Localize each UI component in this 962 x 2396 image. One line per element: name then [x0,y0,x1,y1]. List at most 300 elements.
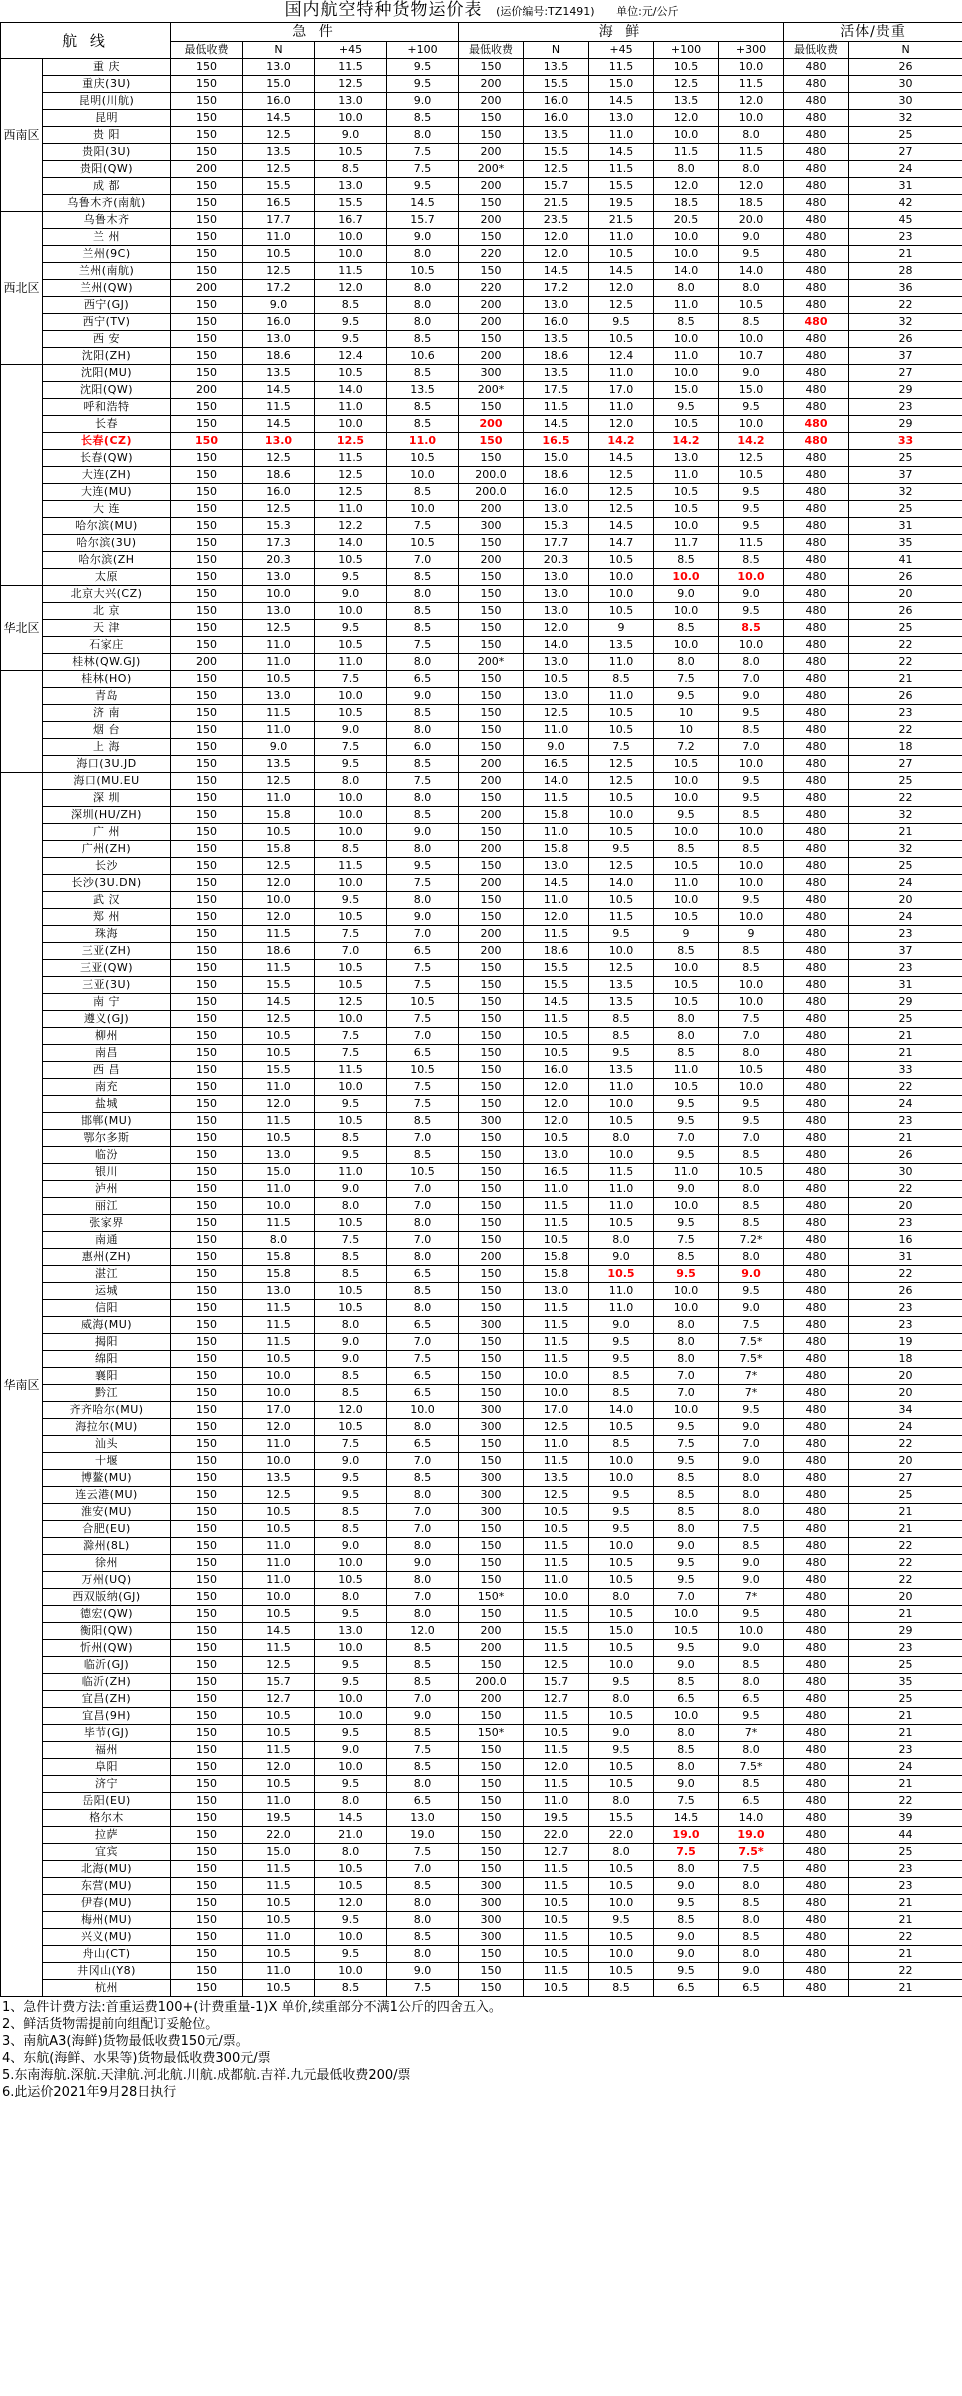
value-cell: 8.5 [387,1929,459,1946]
value-cell: 8.5 [315,1249,387,1266]
value-cell: 11.5 [589,909,654,926]
value-cell: 7.0 [387,1589,459,1606]
value-cell: 15.7 [524,1674,589,1691]
value-cell: 12.0 [524,909,589,926]
value-cell: 7.5 [315,926,387,943]
title-cell [1,0,962,23]
value-cell: 480 [784,1453,849,1470]
route-cell: 滁州(8L) [43,1538,171,1555]
value-cell: 12.0 [524,246,589,263]
value-cell: 7.0 [387,1504,459,1521]
value-cell: 10.5 [589,1215,654,1232]
value-cell: 8.0 [589,1793,654,1810]
value-cell: 150 [459,1198,524,1215]
value-cell: 8.0 [315,1589,387,1606]
value-cell: 13.5 [654,93,719,110]
value-cell: 480 [784,1130,849,1147]
table-row [1,858,962,875]
value-cell: 11.0 [243,637,315,654]
value-cell: 480 [784,93,849,110]
value-cell: 200 [459,1623,524,1640]
value-cell: 7.5 [387,1742,459,1759]
value-cell: 11.0 [243,790,315,807]
table-row [1,1300,962,1317]
value-cell: 17.3 [243,535,315,552]
value-cell: 8.0 [315,773,387,790]
value-cell: 7.2 [654,739,719,756]
route-cell: 海拉尔(MU) [43,1419,171,1436]
value-cell: 200 [459,773,524,790]
table-row [1,1249,962,1266]
value-cell: 15.0 [243,1164,315,1181]
value-cell: 15.3 [524,518,589,535]
value-cell: 11.5 [719,535,784,552]
value-cell: 16.0 [524,110,589,127]
value-cell: 12.0 [315,1895,387,1912]
value-cell: 480 [784,637,849,654]
value-cell: 8.5 [719,1776,784,1793]
value-cell: 9.5 [719,1708,784,1725]
value-cell: 13.0 [524,858,589,875]
value-cell: 8.5 [315,297,387,314]
value-cell: 150 [171,348,243,365]
value-cell: 7.5 [719,1011,784,1028]
subheader-cell: N [243,42,315,59]
value-cell: 8.5 [719,1657,784,1674]
note-line: 4、东航(海鲜、水果等)货物最低收费300元/票 [2,2051,271,2066]
route-cell: 哈尔滨(3U) [43,535,171,552]
value-cell: 35 [849,535,962,552]
table-row [1,705,962,722]
table-row [1,620,962,637]
value-cell: 23 [849,960,962,977]
route-cell: 长沙(3U.DN) [43,875,171,892]
value-cell: 10.5 [524,1028,589,1045]
value-cell: 11.0 [243,1963,315,1980]
table-row [1,637,962,654]
value-cell: 12.0 [524,1096,589,1113]
value-cell: 150 [459,603,524,620]
value-cell: 20 [849,1453,962,1470]
value-cell: 150 [171,909,243,926]
value-cell: 150 [171,841,243,858]
value-cell: 13.5 [589,977,654,994]
table-row [1,603,962,620]
value-cell: 7.0 [719,1436,784,1453]
value-cell: 480 [784,739,849,756]
value-cell: 150 [171,943,243,960]
value-cell: 480 [784,1878,849,1895]
value-cell: 7.0 [387,1861,459,1878]
live-header: 活体/贵重 [784,23,962,42]
value-cell: 480 [784,1946,849,1963]
table-row [1,671,962,688]
route-cell: 兰州(9C) [43,246,171,263]
table-row [1,535,962,552]
value-cell: 10.0 [387,501,459,518]
value-cell: 9.5 [315,314,387,331]
value-cell: 22 [849,722,962,739]
table-row [1,756,962,773]
value-cell: 22.0 [243,1827,315,1844]
value-cell: 19.5 [524,1810,589,1827]
table-row [1,1215,962,1232]
value-cell: 7.5 [387,1980,459,1997]
route-cell: 黔江 [43,1385,171,1402]
value-cell: 10.5 [654,1079,719,1096]
value-cell: 150 [459,1045,524,1062]
value-cell: 9.0 [243,739,315,756]
value-cell: 8.0 [719,161,784,178]
value-cell: 150 [459,1759,524,1776]
value-cell: 8.5 [387,365,459,382]
value-cell: 26 [849,59,962,76]
value-cell: 10.0 [315,1708,387,1725]
value-cell: 150 [459,586,524,603]
value-cell: 16.7 [315,212,387,229]
value-cell: 150 [171,1368,243,1385]
value-cell: 480 [784,1045,849,1062]
route-cell: 揭阳 [43,1334,171,1351]
table-row [1,824,962,841]
value-cell: 12.5 [243,450,315,467]
value-cell: 10.0 [719,909,784,926]
subheader-cell: +45 [589,42,654,59]
value-cell: 9.0 [315,127,387,144]
value-cell: 10.5 [654,994,719,1011]
route-cell: 济宁 [43,1776,171,1793]
value-cell: 8.0 [315,1317,387,1334]
value-cell: 480 [784,1351,849,1368]
value-cell: 10.0 [315,688,387,705]
value-cell: 150 [171,603,243,620]
value-cell: 150 [171,926,243,943]
route-cell: 哈尔滨(MU) [43,518,171,535]
route-cell: 张家界 [43,1215,171,1232]
value-cell: 150 [459,1521,524,1538]
value-cell: 25 [849,1691,962,1708]
value-cell: 8.5 [387,620,459,637]
value-cell: 7.2* [719,1232,784,1249]
route-cell: 银川 [43,1164,171,1181]
table-row [1,416,962,433]
table-row [1,569,962,586]
route-cell: 柳州 [43,1028,171,1045]
value-cell: 7.5 [387,875,459,892]
value-cell: 10.0 [315,1555,387,1572]
value-cell: 6.5 [387,1436,459,1453]
value-cell: 15.0 [524,450,589,467]
route-cell: 井冈山(Y8) [43,1963,171,1980]
value-cell: 480 [784,1657,849,1674]
value-cell: 9.5 [654,1640,719,1657]
table-row [1,1538,962,1555]
value-cell: 7.5 [387,773,459,790]
value-cell: 150 [171,1334,243,1351]
value-cell: 14.5 [524,416,589,433]
value-cell: 13.5 [524,1470,589,1487]
value-cell: 150 [171,1079,243,1096]
value-cell: 36 [849,280,962,297]
region-cell [1,365,43,586]
value-cell: 9.5 [589,1351,654,1368]
route-cell: 沈阳(MU) [43,365,171,382]
value-cell: 9 [654,926,719,943]
value-cell: 10.0 [654,773,719,790]
value-cell: 12.5 [589,773,654,790]
value-cell: 17.0 [524,1402,589,1419]
value-cell: 10.5 [589,1606,654,1623]
value-cell: 150 [459,1861,524,1878]
value-cell: 9.5 [315,620,387,637]
value-cell: 480 [784,1980,849,1997]
value-cell: 150 [171,1045,243,1062]
value-cell: 9.5 [654,807,719,824]
value-cell: 8.5 [387,756,459,773]
value-cell: 23 [849,1215,962,1232]
value-cell: 22 [849,1266,962,1283]
table-row [1,1283,962,1300]
value-cell: 480 [784,1912,849,1929]
table-row [1,1963,962,1980]
value-cell: 11.0 [654,1062,719,1079]
value-cell: 9.5 [589,1487,654,1504]
table-row [1,314,962,331]
value-cell: 12.0 [524,1113,589,1130]
table-row [1,1181,962,1198]
value-cell: 14.2 [719,433,784,450]
value-cell: 15.3 [243,518,315,535]
value-cell: 7.5 [387,1351,459,1368]
value-cell: 9.5 [315,569,387,586]
value-cell: 10.5 [589,552,654,569]
value-cell: 480 [784,297,849,314]
value-cell: 480 [784,1300,849,1317]
value-cell: 10.0 [654,603,719,620]
value-cell: 16.0 [524,1062,589,1079]
value-cell: 150 [171,1504,243,1521]
route-cell: 岳阳(EU) [43,1793,171,1810]
value-cell: 150 [171,246,243,263]
value-cell: 10.0 [243,586,315,603]
value-cell: 480 [784,518,849,535]
value-cell: 150 [459,1385,524,1402]
value-cell: 9.5 [654,1419,719,1436]
value-cell: 25 [849,501,962,518]
table-row [1,1827,962,1844]
value-cell: 10.5 [589,722,654,739]
value-cell: 10.0 [589,1657,654,1674]
value-cell: 10.0 [719,824,784,841]
value-cell: 6.5 [387,943,459,960]
value-cell: 10.5 [719,467,784,484]
value-cell: 19 [849,1334,962,1351]
value-cell: 8.0 [719,1878,784,1895]
value-cell: 150 [171,1912,243,1929]
value-cell: 8.5 [654,620,719,637]
value-cell: 10.0 [589,1453,654,1470]
route-cell: 南通 [43,1232,171,1249]
value-cell: 480 [784,1079,849,1096]
value-cell: 300 [459,1113,524,1130]
value-cell: 12.0 [524,1079,589,1096]
value-cell: 300 [459,1504,524,1521]
value-cell: 27 [849,756,962,773]
value-cell: 10.0 [654,1300,719,1317]
value-cell: 10.0 [654,790,719,807]
value-cell: 9.5 [315,1487,387,1504]
value-cell: 10.7 [719,348,784,365]
value-cell: 10.5 [654,977,719,994]
value-cell: 9.0 [654,1538,719,1555]
value-cell: 480 [784,246,849,263]
value-cell: 23 [849,926,962,943]
value-cell: 7.5 [387,144,459,161]
value-cell: 150 [171,1385,243,1402]
route-cell: 烟 台 [43,722,171,739]
value-cell: 200 [459,756,524,773]
value-cell: 9.5 [315,1776,387,1793]
value-cell: 150 [459,1793,524,1810]
value-cell: 10.0 [654,569,719,586]
value-cell: 14.2 [589,433,654,450]
value-cell: 9 [589,620,654,637]
value-cell: 15.5 [524,1623,589,1640]
value-cell: 32 [849,314,962,331]
value-cell: 20.3 [243,552,315,569]
value-cell: 10.0 [719,569,784,586]
value-cell: 480 [784,1198,849,1215]
table-row [1,501,962,518]
value-cell: 12.5 [315,484,387,501]
value-cell: 8.5 [387,484,459,501]
value-cell: 9.5 [387,178,459,195]
value-cell: 11.5 [589,59,654,76]
value-cell: 11.0 [243,654,315,671]
value-cell: 10.5 [243,1606,315,1623]
value-cell: 10.5 [524,1946,589,1963]
value-cell: 10.0 [719,637,784,654]
value-cell: 480 [784,1028,849,1045]
value-cell: 8.5 [719,552,784,569]
value-cell: 10.5 [524,1912,589,1929]
value-cell: 14.5 [654,1810,719,1827]
value-cell: 9.5 [719,1606,784,1623]
route-cell: 石家庄 [43,637,171,654]
route-cell: 呼和浩特 [43,399,171,416]
value-cell: 23 [849,1317,962,1334]
value-cell: 150 [171,535,243,552]
value-cell: 6.5 [387,1368,459,1385]
value-cell: 24 [849,1096,962,1113]
value-cell: 23 [849,399,962,416]
value-cell: 8.0 [387,586,459,603]
value-cell: 10.5 [315,144,387,161]
value-cell: 19.5 [243,1810,315,1827]
value-cell: 200 [459,144,524,161]
value-cell: 10.5 [524,1130,589,1147]
value-cell: 11.0 [243,722,315,739]
value-cell: 200 [171,382,243,399]
value-cell: 15.0 [589,76,654,93]
table-row [1,1147,962,1164]
value-cell: 200 [459,416,524,433]
value-cell: 8.5 [589,1436,654,1453]
value-cell: 11.0 [524,824,589,841]
value-cell: 8.5 [654,1470,719,1487]
value-cell: 8.5 [315,1504,387,1521]
value-cell: 150 [459,1827,524,1844]
value-cell: 150 [171,1232,243,1249]
value-cell: 9.0 [387,688,459,705]
value-cell: 150 [171,1011,243,1028]
value-cell: 10.5 [524,1045,589,1062]
value-cell: 7.0 [387,1198,459,1215]
value-cell: 8.0 [719,1912,784,1929]
table-row [1,348,962,365]
value-cell: 480 [784,501,849,518]
value-cell: 480 [784,1555,849,1572]
value-cell: 10.0 [589,1946,654,1963]
value-cell: 7.0 [387,1028,459,1045]
value-cell: 480 [784,280,849,297]
value-cell: 8.5 [654,1674,719,1691]
value-cell: 10.0 [589,586,654,603]
route-cell: 德宏(QW) [43,1606,171,1623]
value-cell: 12.5 [243,127,315,144]
value-cell: 150 [171,1147,243,1164]
subheader-cell: 最低收费 [784,42,849,59]
value-cell: 480 [784,1691,849,1708]
region-cell: 西南区 [1,59,43,212]
value-cell: 12.5 [243,773,315,790]
value-cell: 17.2 [243,280,315,297]
value-cell: 480 [784,1283,849,1300]
value-cell: 9.5 [589,1674,654,1691]
route-cell: 梅州(MU) [43,1912,171,1929]
value-cell: 150 [459,1164,524,1181]
value-cell: 21.5 [589,212,654,229]
value-cell: 9.0 [315,722,387,739]
value-cell: 480 [784,603,849,620]
value-cell: 480 [784,1606,849,1623]
value-cell: 25 [849,773,962,790]
value-cell: 10.5 [387,994,459,1011]
value-cell: 8.5 [387,1657,459,1674]
value-cell: 7.5 [654,1232,719,1249]
value-cell: 150 [171,977,243,994]
value-cell: 200 [459,926,524,943]
value-cell: 7.0 [315,943,387,960]
table-row [1,518,962,535]
value-cell: 10.5 [387,450,459,467]
value-cell: 480 [784,1181,849,1198]
value-cell: 7.0 [387,1130,459,1147]
value-cell: 8.5 [387,807,459,824]
value-cell: 150 [459,790,524,807]
value-cell: 12.5 [654,76,719,93]
value-cell: 300 [459,1878,524,1895]
value-cell: 15.0 [243,1844,315,1861]
value-cell: 6.5 [387,1793,459,1810]
value-cell: 24 [849,875,962,892]
value-cell: 150* [459,1589,524,1606]
value-cell: 12.5 [589,297,654,314]
table-row [1,1555,962,1572]
value-cell: 8.0 [315,1844,387,1861]
value-cell: 20.3 [524,552,589,569]
value-cell: 18.6 [524,348,589,365]
